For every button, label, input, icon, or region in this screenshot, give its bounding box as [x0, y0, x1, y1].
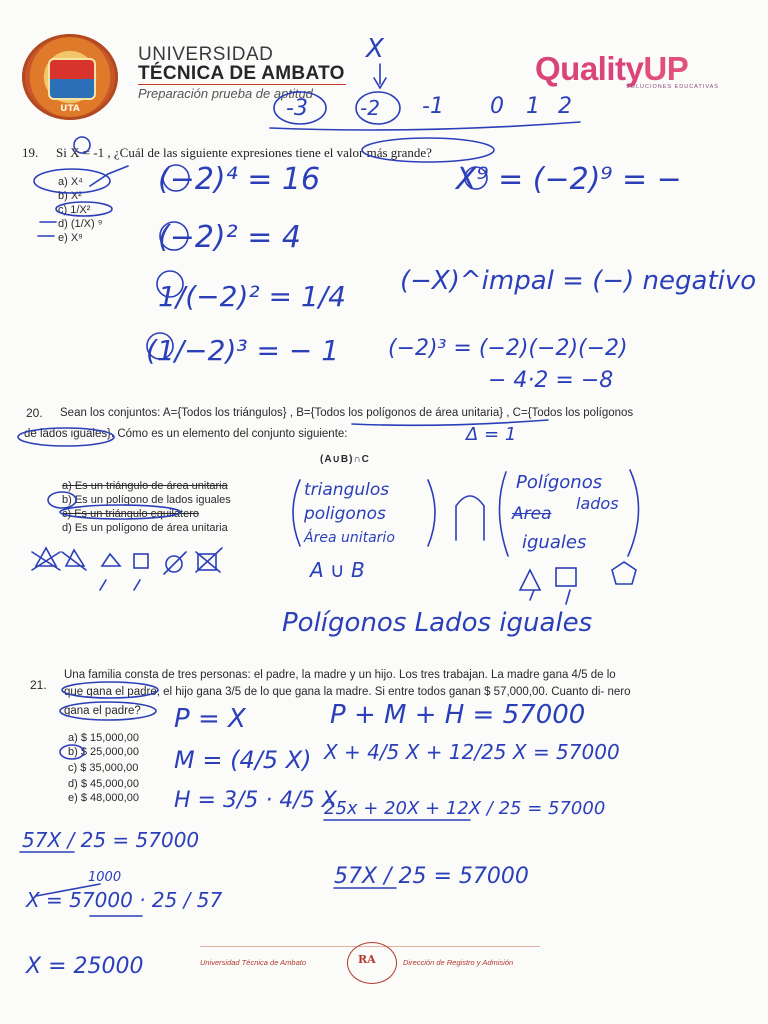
q19-work-d: (1/−2)³ = − 1 [146, 334, 340, 367]
q20-left-set-caption: A ∪ B [310, 558, 365, 582]
q19-option-a: a) X⁴ [58, 176, 83, 188]
number-2: 2 [558, 94, 572, 119]
number-1: 1 [526, 94, 540, 119]
underline-area-unitaria [352, 420, 548, 425]
tick-marks-right [530, 590, 570, 604]
footer-department: Dirección de Registro y Admisión [403, 958, 514, 967]
q21-work-eq1: P + M + H = 57000 [330, 700, 586, 730]
q21-left-work1: 57X / 25 = 57000 [22, 828, 200, 852]
seal-label: UTA [60, 104, 80, 114]
document-subtitle: Preparación prueba de aptitud [138, 86, 313, 101]
q20-option-d: d) Es un polígono de área unitaria [62, 522, 228, 534]
q21-option-a: a) $ 15,000,00 [68, 732, 139, 744]
circle-minus2 [356, 92, 400, 124]
number-0: 0 [490, 94, 504, 119]
q20-option-b: b) Es un polígono de lados iguales [62, 494, 231, 506]
q20-right-set-item3: Area [512, 504, 552, 524]
circle-largest-value [362, 138, 494, 162]
q19-work-a: (−2)⁴ = 16 [158, 162, 321, 197]
q19-work-e: X⁹ = (−2)⁹ = − [456, 162, 682, 197]
registry-seal-logo [347, 942, 397, 984]
x-mark: X [366, 34, 384, 64]
q20-right-set-item4: iguales [522, 532, 587, 553]
q20-text-line1: Sean los conjuntos: A={Todos los triángulos} , B={Todos los polígonos de área unitaria} , C={Todos los polígonos [60, 407, 634, 419]
q19-option-d: d) (1/X) ⁹ [58, 218, 103, 230]
number-minus2: -2 [360, 96, 380, 120]
q21-option-c: c) $ 35,000,00 [68, 762, 139, 774]
square-icon [134, 554, 148, 568]
q19-work-b: (−2)² = 4 [158, 220, 301, 255]
tick-marks [100, 580, 140, 590]
label-a-circle [163, 165, 189, 191]
dash-marks [38, 222, 56, 236]
down-arrow-icon [374, 64, 386, 88]
q19-work-d-expansion: (−2)³ = (−2)(−2)(−2) [388, 336, 628, 361]
q19-work-d-result: − 4·2 = −8 [488, 368, 614, 393]
left-brace-close [428, 480, 435, 546]
brand-part1: Quality [535, 50, 644, 87]
q21-work-m: M = (4/5 X) [174, 746, 312, 774]
q20-right-set-item2: lados [576, 494, 619, 513]
q21-work-h: H = 3/5 · 4/5 X [174, 788, 337, 813]
triangle-icon [102, 554, 120, 566]
q21-option-d: d) $ 45,000,00 [68, 778, 139, 790]
label-b-circle [160, 222, 188, 250]
q20-left-set-item2: poligonos [304, 504, 386, 524]
label-e-circle [465, 167, 487, 189]
circle-x-value [74, 137, 90, 153]
strike-oval-option-c [60, 505, 180, 519]
q19-option-c: c) 1/X² [58, 204, 91, 216]
registry-seal-text: RA [358, 953, 376, 966]
brand-part2: UP [643, 50, 689, 87]
footer-university: Universidad Técnica de Ambato [200, 958, 307, 967]
right-brace-open [499, 472, 508, 556]
circle-option-b-q21 [60, 745, 84, 759]
university-name-line1: UNIVERSIDAD [138, 44, 274, 65]
number-minus1: -1 [422, 94, 444, 119]
number-line [270, 122, 580, 130]
strike-57000 [36, 884, 100, 896]
q19-option-e: e) X⁹ [58, 232, 83, 244]
q21-option-e: e) $ 48,000,00 [68, 792, 139, 804]
triangle-icon-right [520, 570, 540, 590]
q21-left-work-num: 1000 [88, 870, 122, 885]
circle-gana-el-padre-1 [62, 682, 158, 698]
q20-set-expression: (A∪B)∩C [320, 454, 370, 465]
circle-gana-el-padre-2 [60, 702, 156, 720]
q19-number: 19. [22, 145, 39, 160]
pentagon-icon [612, 562, 636, 584]
right-brace-close [628, 470, 639, 556]
q21-text-line1: Una familia consta de tres personas: el padre, la madre y un hijo. Los tres trabajan. La madre gana 4/5 de lo [64, 669, 616, 681]
q21-work-eq2: X + 4/5 X + 12/25 X = 57000 [324, 740, 620, 764]
circle-option-c [56, 202, 112, 216]
q20-option-c: c) Es un triángulo equilátero [62, 508, 199, 520]
q21-left-work2: X = 57000 · 25 / 57 [26, 888, 223, 912]
university-name-line2: TÉCNICA DE AMBATO [138, 63, 345, 84]
q21-work-p: P = X [174, 704, 246, 734]
q19-work-c: 1/(−2)² = 1/4 [158, 280, 346, 313]
q19-text: Si X = -1 , ¿Cuál de las siguiente expresiones tiene el valor más grande? [56, 145, 432, 160]
triangle-crossed-icon-2 [62, 550, 86, 570]
label-d-circle [147, 333, 173, 359]
q19-work-impar: (−X)^impal = (−) negativo [400, 266, 757, 296]
label-c-circle [157, 271, 183, 297]
q21-work-eq4: 57X / 25 = 57000 [334, 864, 529, 889]
q21-number: 21. [30, 678, 47, 692]
q21-text-line3: gana el padre? [64, 705, 141, 717]
intersection-symbol [456, 496, 484, 540]
q20-option-a: a) Es un triángulo de área unitaria [62, 480, 228, 492]
square-icon-right [556, 568, 576, 586]
q21-work-eq3: 25x + 20X + 12X / 25 = 57000 [324, 798, 606, 819]
circle-minus3 [274, 92, 326, 124]
q20-left-set-item1: triangulos [304, 480, 390, 500]
q20-conclusion: Polígonos Lados iguales [282, 608, 593, 638]
q19-option-b: b) X² [58, 190, 82, 202]
number-minus3: -3 [286, 96, 308, 121]
triangle-crossed-icon [32, 548, 60, 570]
circle-lados-iguales [18, 428, 114, 446]
q20-right-set-item1: Polígonos [516, 472, 603, 493]
q20-left-set-item3: Área unitario [304, 530, 395, 546]
q20-text-line2: de lados iguales}. Cómo es un elemento del conjunto siguiente: [24, 428, 348, 440]
circle-option-b [48, 492, 76, 508]
q21-result: X = 25000 [26, 954, 144, 979]
brand-subtitle: SOLUCIONES EDUCATIVAS [626, 84, 719, 90]
left-brace-open [293, 480, 300, 546]
q21-option-b: b) $ 25,000,00 [68, 746, 139, 758]
q20-area-note: Δ = 1 [466, 424, 517, 445]
q20-number: 20. [26, 406, 43, 420]
q21-text-line2: que gana el padre, el hijo gana 3/5 de lo que gana la madre. Si entre todos ganan $ 57,000,00. Cuanto di- nero [64, 686, 631, 698]
